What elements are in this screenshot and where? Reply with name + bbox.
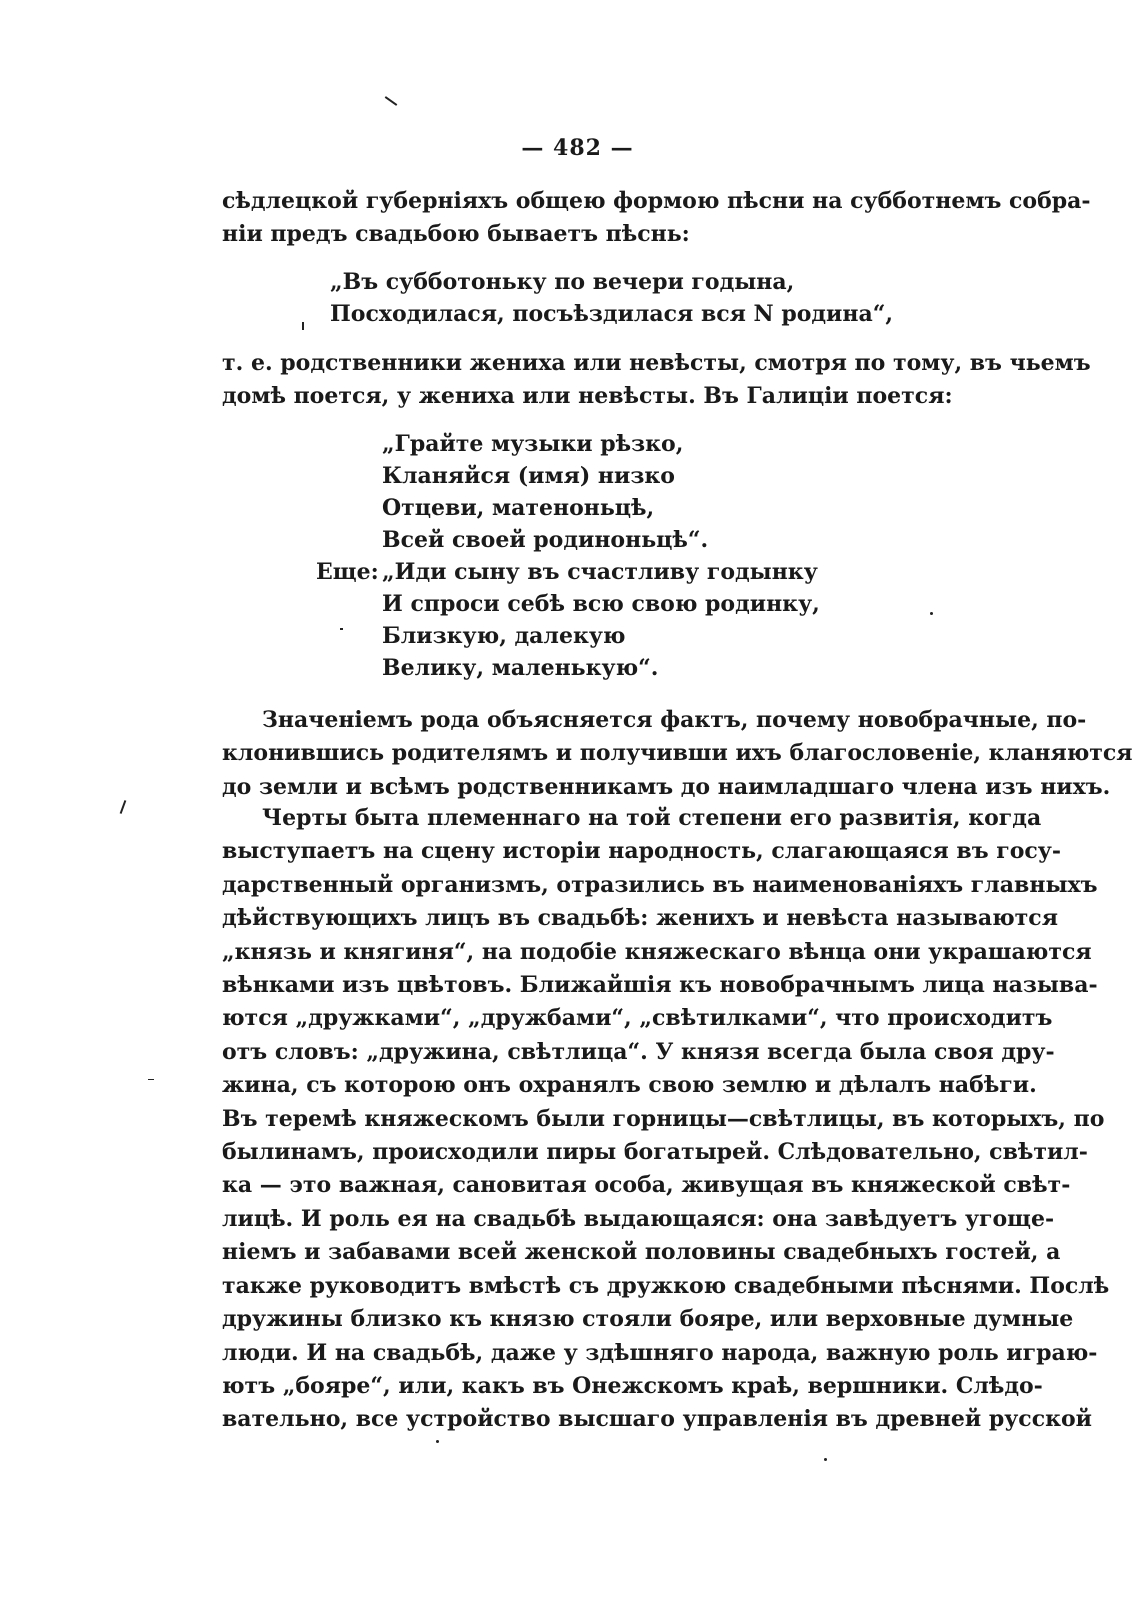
text-line: Значеніемъ рода объясняется фактъ, почему новобрачные, по-: [262, 707, 1087, 733]
text-line: выступаетъ на сцену исторіи народность, слагающаяся въ госу-: [222, 838, 1062, 865]
text-line: жина, съ которою онъ охранялъ свою землю и дѣлалъ набѣги.: [222, 1072, 1037, 1099]
scan-speck: [824, 1458, 827, 1461]
text-line: дружины близко къ князю стояли бояре, или верховные думные: [222, 1306, 1074, 1333]
text-line: сѣдлецкой губерніяхъ общею формою пѣсни на субботнемъ собра-: [222, 188, 1091, 214]
text-line: былинамъ, происходили пиры богатырей. Слѣдовательно, свѣтил-: [222, 1139, 1088, 1166]
text-line: до земли и всѣмъ родственникамъ до наимладшаго члена изъ нихъ.: [222, 773, 1111, 800]
verse-line: Отцеви, матеноньцѣ,: [382, 495, 655, 521]
text-line: Черты быта племеннаго на той степени его развитія, когда: [262, 805, 1042, 831]
text-line: ютъ „бояре“, или, какъ въ Онежскомъ краѣ, вершники. Слѣдо-: [222, 1372, 1043, 1399]
scan-speck: [436, 1440, 439, 1443]
paragraph-1: [222, 185, 1091, 252]
text-line: домѣ поется, у жениха или невѣсты. Въ Галиціи поется:: [222, 383, 953, 410]
text-line: ются „дружками“, „дружбами“, „свѣтилками“, что происходитъ: [222, 1005, 1053, 1032]
text-line: дарственный организмъ, отразились въ наименованіяхъ главныхъ: [222, 871, 1098, 898]
verse-3: [382, 556, 820, 684]
text-line: дѣйствующихъ лицъ въ свадьбѣ: женихъ и невѣста называются: [222, 905, 1058, 932]
verse-line: Велику, маленькую“.: [382, 655, 659, 681]
text-line: ніемъ и забавами всей женской половины свадебныхъ гостей, а: [222, 1239, 1061, 1266]
verse-line: „Иди сыну въ счастливу годынку: [382, 559, 818, 585]
verse-line: Посходилася, посъѣздилася вся N родина“,: [330, 301, 894, 327]
text-line: Въ теремѣ княжескомъ были горницы—свѣтлицы, въ которыхъ, по: [222, 1105, 1105, 1132]
verse-line: „Грайте музыки рѣзко,: [382, 431, 684, 457]
text-line: вательно, все устройство высшаго управленія въ древней русской: [222, 1406, 1092, 1433]
text-line: т. е. родственники жениха или невѣсты, смотря по тому, въ чьемъ: [222, 350, 1091, 376]
paragraph-3: [222, 704, 1133, 804]
text-line: „князь и княгиня“, на подобіе княжескаго вѣнца они украшаются: [222, 938, 1092, 965]
verse-line: Всей своей родиноньцѣ“.: [382, 527, 709, 553]
text-line: ніи предъ свадьбою бываетъ пѣснь:: [222, 221, 690, 248]
text-line: вѣнками изъ цвѣтовъ. Ближайшія къ новобрачнымъ лица называ-: [222, 972, 1098, 999]
verse-line: И спроси себѣ всю свою родинку,: [382, 591, 820, 617]
text-line: ка — это важная, сановитая особа, живущая въ княжеской свѣт-: [222, 1172, 1071, 1199]
text-line: также руководитъ вмѣстѣ съ дружкою свадебными пѣснями. Послѣ: [222, 1272, 1110, 1299]
scan-speck: [148, 1079, 154, 1080]
paragraph-4: [222, 802, 1110, 1437]
scan-speck: [385, 96, 398, 106]
page-number: — 482 —: [521, 135, 634, 161]
verse-2: [382, 428, 708, 556]
text-line: клонившись родителямъ и получивши ихъ благословеніе, кланяются: [222, 740, 1133, 767]
scan-speck: [120, 800, 127, 814]
text-line: лицѣ. И роль ея на свадьбѣ выдающаяся: она завѣдуетъ угоще-: [222, 1205, 1055, 1232]
scan-speck: [340, 628, 343, 630]
verse-line: Близкую, далекую: [382, 623, 626, 649]
paragraph-2: [222, 347, 1091, 414]
verse-1: [330, 266, 893, 330]
scan-speck: [930, 612, 933, 615]
verse-line: „Въ субботоньку по вечери годына,: [330, 269, 795, 295]
text-line: люди. И на свадьбѣ, даже у здѣшняго народа, важную роль играю-: [222, 1339, 1098, 1366]
scan-speck: [302, 322, 304, 330]
verse-line: Кланяйся (имя) низко: [382, 463, 675, 489]
text-line: отъ словъ: „дружина, свѣтлица“. У князя всегда была своя дру-: [222, 1038, 1055, 1065]
verse-3-label: Еще:: [316, 559, 379, 585]
